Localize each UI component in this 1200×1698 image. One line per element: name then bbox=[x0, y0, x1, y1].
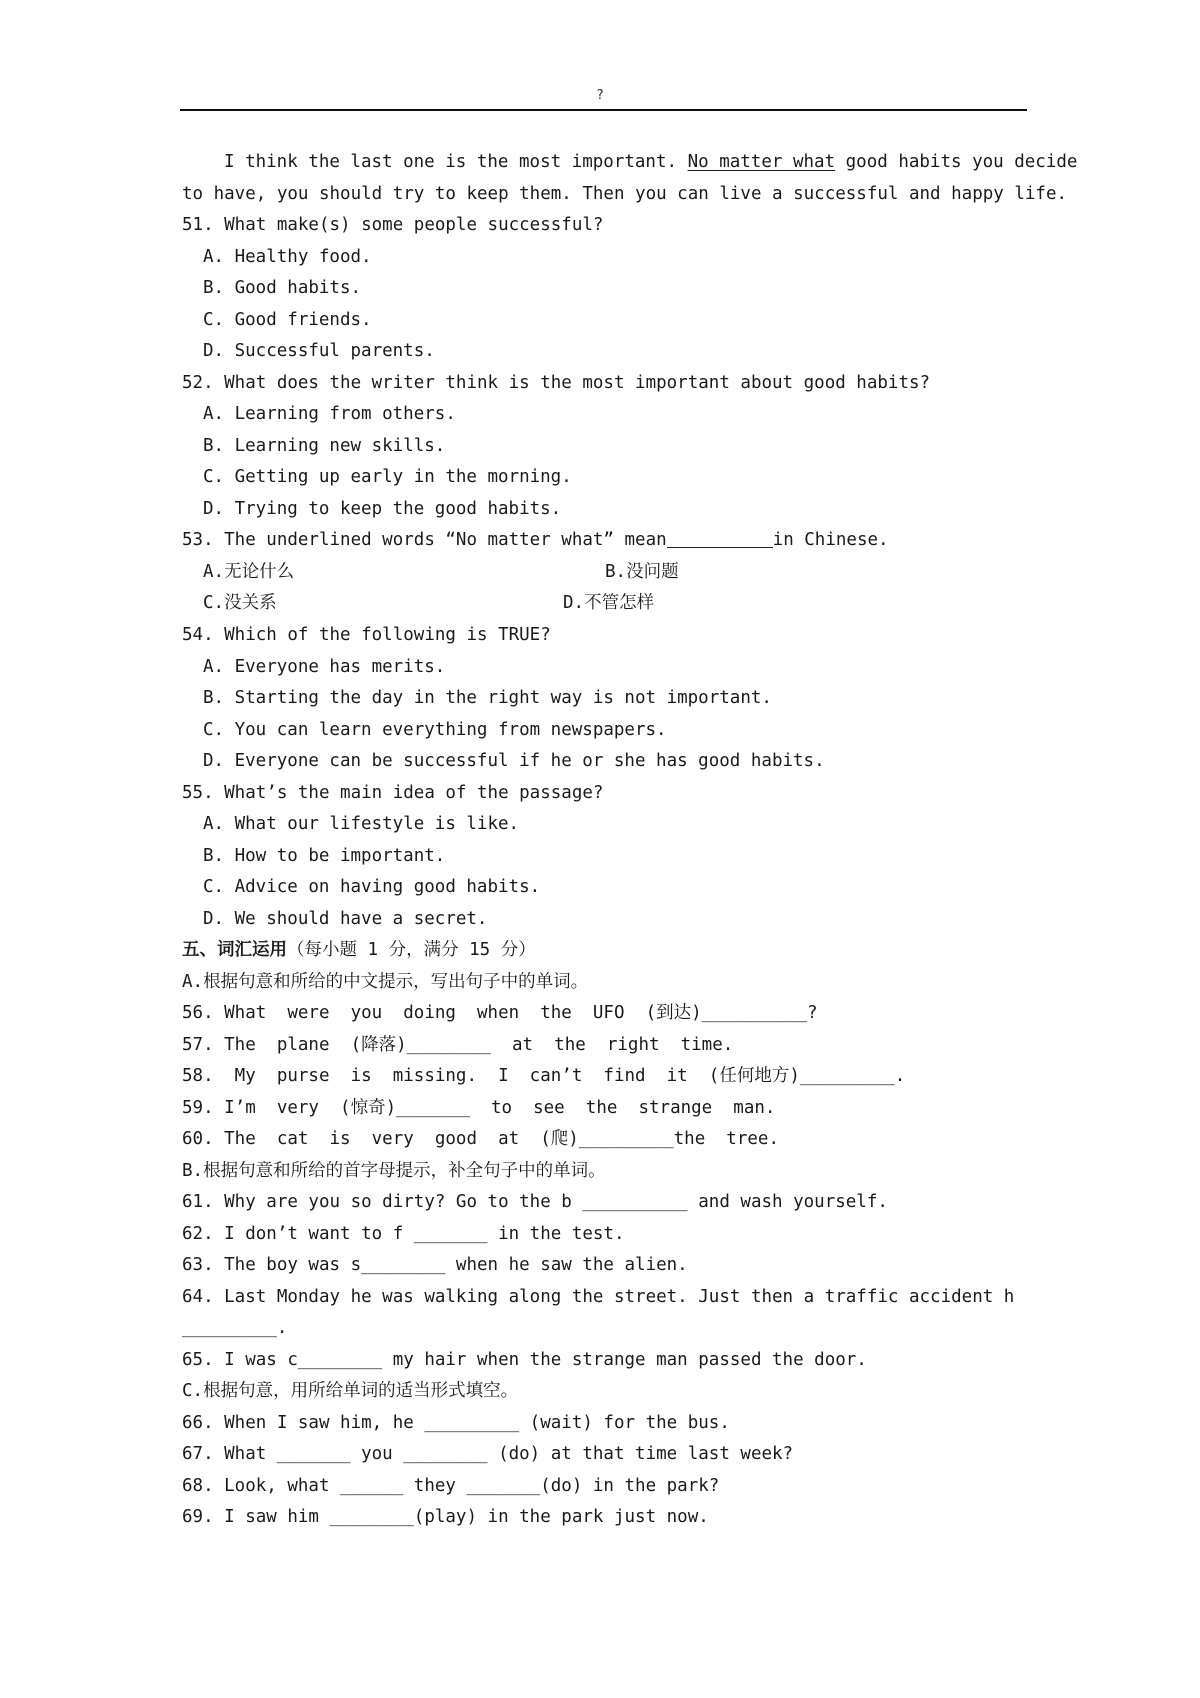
option: C.没关系 bbox=[203, 593, 277, 613]
item-65: 65. I was c________ my hair when the strange man passed the door. bbox=[182, 1350, 867, 1370]
question-55-stem: 55. What’s the main idea of the passage? bbox=[182, 783, 604, 803]
item-61: 61. Why are you so dirty? Go to the b __________ and wash yourself. bbox=[182, 1192, 888, 1212]
part-a-instruction: A.根据句意和所给的中文提示，写出句子中的单词。 bbox=[182, 972, 589, 992]
item-58 bbox=[182, 1064, 905, 1088]
option: A.无论什么 bbox=[203, 562, 295, 582]
section-heading bbox=[182, 938, 536, 962]
answer-blank[interactable]: _______ bbox=[396, 1098, 470, 1118]
passage-text: good habits you decide bbox=[835, 152, 1078, 172]
option: B. Starting the day in the right way is not important. bbox=[203, 688, 772, 708]
item-63: 63. The boy was s________ when he saw the alien. bbox=[182, 1255, 688, 1275]
option: A. Everyone has merits. bbox=[203, 657, 446, 677]
passage-text: I think the last one is the most important. bbox=[224, 152, 688, 172]
option: D.不管怎样 bbox=[563, 593, 655, 613]
item-text: 60. The cat is very good at (爬) bbox=[182, 1129, 579, 1149]
section-title: 五、词汇运用 bbox=[182, 940, 287, 960]
option: A. What our lifestyle is like. bbox=[203, 814, 520, 834]
option: D. Trying to keep the good habits. bbox=[203, 499, 562, 519]
item-text: 59. I’m very (惊奇) bbox=[182, 1098, 397, 1118]
option: A. Learning from others. bbox=[203, 404, 456, 424]
part-b-instruction: B.根据句意和所给的首字母提示，补全句子中的单词。 bbox=[182, 1161, 606, 1181]
item-64: 64. Last Monday he was walking along the street. Just then a traffic accident h bbox=[182, 1287, 1015, 1307]
option: B.没问题 bbox=[605, 562, 679, 582]
item-67: 67. What _______ you ________ (do) at that time last week? bbox=[182, 1444, 794, 1464]
option: C. Good friends. bbox=[203, 310, 372, 330]
option: C. You can learn everything from newspapers. bbox=[203, 720, 667, 740]
header-rule bbox=[180, 109, 1027, 111]
question-53-stem-text: in Chinese. bbox=[772, 530, 889, 550]
item-text: at the right time. bbox=[490, 1035, 734, 1055]
item-69: 69. I saw him ________(play) in the park just now. bbox=[182, 1507, 709, 1527]
answer-blank[interactable]: __________ bbox=[701, 1003, 808, 1023]
option: A. Healthy food. bbox=[203, 247, 372, 267]
question-52-stem: 52. What does the writer think is the most important about good habits? bbox=[182, 373, 931, 393]
item-text: 57. The plane (降落) bbox=[182, 1035, 407, 1055]
answer-blank[interactable] bbox=[667, 529, 773, 548]
answer-blank[interactable]: _________ bbox=[799, 1066, 895, 1086]
item-62: 62. I don’t want to f _______ in the test. bbox=[182, 1224, 625, 1244]
answer-blank[interactable]: _________ bbox=[578, 1129, 674, 1149]
option: B. How to be important. bbox=[203, 846, 446, 866]
underlined-phrase: No matter what bbox=[687, 152, 836, 172]
option: D. Successful parents. bbox=[203, 341, 435, 361]
question-51-stem: 51. What make(s) some people successful? bbox=[182, 215, 604, 235]
option: D. Everyone can be successful if he or she has good habits. bbox=[203, 751, 825, 771]
item-64-continued: _________. bbox=[182, 1318, 288, 1338]
item-57 bbox=[182, 1033, 733, 1057]
item-text: 56. What were you doing when the UFO (到达) bbox=[182, 1003, 702, 1023]
item-text: 58. My purse is missing. I can’t find it (任何地方) bbox=[182, 1066, 800, 1086]
passage-line-1 bbox=[224, 150, 1077, 174]
item-text: to see the strange man. bbox=[469, 1098, 776, 1118]
item-66: 66. When I saw him, he _________ (wait) for the bus. bbox=[182, 1413, 730, 1433]
item-56 bbox=[182, 1001, 818, 1025]
option: C. Advice on having good habits. bbox=[203, 877, 541, 897]
item-68: 68. Look, what ______ they _______(do) in the park? bbox=[182, 1476, 720, 1496]
option: B. Learning new skills. bbox=[203, 436, 446, 456]
option: C. Getting up early in the morning. bbox=[203, 467, 572, 487]
question-53-stem bbox=[182, 528, 889, 552]
header-mark: ? bbox=[596, 88, 604, 103]
option: D. We should have a secret. bbox=[203, 909, 488, 929]
question-53-stem-text: 53. The underlined words “No matter what” mean bbox=[182, 530, 667, 550]
item-59 bbox=[182, 1096, 775, 1120]
option: B. Good habits. bbox=[203, 278, 362, 298]
item-text: . bbox=[894, 1066, 906, 1086]
item-text: the tree. bbox=[673, 1129, 779, 1149]
item-text: ? bbox=[807, 1003, 818, 1023]
section-score: （每小题 1 分，满分 15 分） bbox=[287, 940, 536, 960]
item-60 bbox=[182, 1127, 779, 1151]
passage-line-2: to have, you should try to keep them. Then you can live a successful and happy life. bbox=[182, 184, 1068, 204]
answer-blank[interactable]: ________ bbox=[406, 1035, 491, 1055]
part-c-instruction: C.根据句意，用所给单词的适当形式填空。 bbox=[182, 1381, 519, 1401]
question-54-stem: 54. Which of the following is TRUE? bbox=[182, 625, 551, 645]
